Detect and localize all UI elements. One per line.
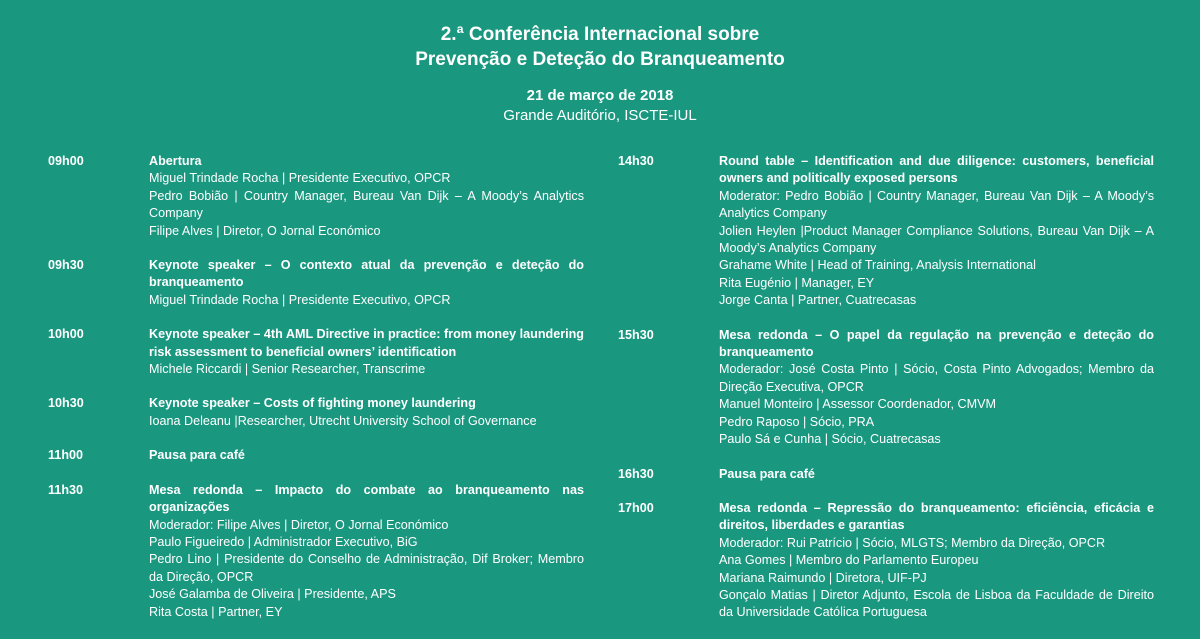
session-title: Mesa redonda – O papel da regulação na prevenção e deteção do branqueamento (719, 327, 1154, 360)
session-speaker: Ana Gomes | Membro do Parlamento Europeu (719, 553, 979, 568)
session-speaker: Moderator: Pedro Bobião | Country Manager, Bureau Van Dijk – A Moody’s Analytics Company (719, 188, 1154, 221)
session-speaker: Manuel Monteiro | Assessor Coordenador, CMVM (719, 397, 996, 412)
session-body (719, 466, 1154, 483)
schedule-column-right (618, 153, 1154, 639)
session-title: Keynote speaker – 4th AML Directive in practice: from money laundering risk assessment to beneficial owners’ identification (149, 327, 584, 359)
schedule-column-left (48, 153, 584, 638)
session-title: Pausa para café (719, 466, 815, 481)
session-title: Mesa redonda – Impacto do combate ao branqueamento nas organizações (149, 482, 584, 515)
session-item (618, 153, 1154, 310)
session-time: 10h00 (48, 327, 84, 342)
session-time: 15h30 (618, 327, 654, 342)
session-speaker: Moderador: Rui Patrício | Sócio, MLGTS; Membro da Direção, OPCR (719, 535, 1106, 550)
session-speaker: José Galamba de Oliveira | Presidente, APS (149, 587, 396, 602)
session-body (719, 153, 1154, 310)
session-item (48, 326, 584, 378)
session-item (618, 327, 1154, 449)
session-item (48, 395, 584, 430)
session-time: 10h30 (48, 396, 84, 411)
session-body (149, 447, 584, 464)
session-speaker: Gonçalo Matias | Diretor Adjunto, Escola de Lisboa da Faculdade de Direito da Universidade Católica Portuguesa (719, 587, 1154, 620)
session-speaker: Pedro Bobião | Country Manager, Bureau Van Dijk – A Moody’s Analytics Company (149, 188, 584, 221)
session-title: Round table – Identification and due diligence: customers, beneficial owners and politically exposed persons (719, 154, 1154, 186)
session-speaker: Filipe Alves | Diretor, O Jornal Económico (149, 223, 381, 238)
session-item (618, 500, 1154, 622)
session-item (48, 482, 584, 621)
session-speaker: Paulo Sá e Cunha | Sócio, Cuatrecasas (719, 432, 941, 447)
conference-title-line1: 2.ª Conferência Internacional sobre (440, 24, 760, 45)
session-time: 16h30 (618, 466, 654, 481)
session-body (149, 153, 584, 240)
conference-date: 21 de março de 2018 (526, 87, 674, 104)
session-item (48, 447, 584, 464)
session-time: 11h30 (48, 482, 84, 497)
session-body (149, 395, 584, 430)
session-speaker: Ioana Deleanu |Researcher, Utrecht University School of Governance (149, 413, 537, 428)
session-speaker: Grahame White | Head of Training, Analysis International (719, 258, 1036, 273)
session-speaker: Paulo Figueiredo | Administrador Executivo, BiG (149, 534, 418, 549)
session-title: Keynote speaker – Costs of fighting money laundering (149, 396, 476, 411)
session-title: Mesa redonda – Repressão do branqueamento: eficiência, eficácia e direitos, liberdades e garantias (719, 500, 1154, 533)
session-speaker: Rita Eugénio | Manager, EY (719, 275, 875, 290)
session-speaker: Michele Riccardi | Senior Researcher, Transcrime (149, 362, 426, 377)
session-speaker: Mariana Raimundo | Diretora, UIF-PJ (719, 570, 927, 585)
session-body (149, 482, 584, 621)
session-time: 09h00 (48, 154, 84, 168)
session-speaker: Moderador: Filipe Alves | Diretor, O Jornal Económico (149, 517, 449, 532)
session-title: Pausa para café (149, 448, 245, 463)
page-header (0, 22, 1200, 126)
session-speaker: Pedro Raposo | Sócio, PRA (719, 414, 875, 429)
session-speaker: Miguel Trindade Rocha | Presidente Executivo, OPCR (149, 292, 451, 307)
session-speaker: Miguel Trindade Rocha | Presidente Executivo, OPCR (149, 171, 451, 186)
session-body (149, 326, 584, 378)
session-body (719, 327, 1154, 449)
session-body (149, 257, 584, 309)
session-time: 14h30 (618, 154, 654, 168)
session-speaker: Jolien Heylen |Product Manager Compliance Solutions, Bureau Van Dijk – A Moody’s Analytics Company (719, 223, 1154, 256)
conference-venue: Grande Auditório, ISCTE-IUL (503, 107, 697, 124)
session-title: Keynote speaker – O contexto atual da prevenção e deteção do branqueamento (149, 258, 584, 290)
session-time: 17h00 (618, 500, 654, 515)
session-title: Abertura (149, 154, 202, 168)
session-item (48, 153, 584, 240)
conference-title-line2: Prevenção e Deteção do Branqueamento (415, 49, 785, 70)
session-item (48, 257, 584, 309)
session-speaker: Jorge Canta | Partner, Cuatrecasas (719, 293, 917, 308)
session-body (719, 500, 1154, 622)
session-time: 11h00 (48, 448, 84, 463)
session-speaker: Rita Costa | Partner, EY (149, 604, 283, 619)
session-speaker: Pedro Lino | Presidente do Conselho de Administração, Dif Broker; Membro da Direção, OPCR (149, 552, 584, 584)
session-time: 09h30 (48, 258, 84, 273)
session-speaker: Moderador: José Costa Pinto | Sócio, Costa Pinto Advogados; Membro da Direção Executiva, OPCR (719, 362, 1154, 394)
session-item (618, 466, 1154, 483)
